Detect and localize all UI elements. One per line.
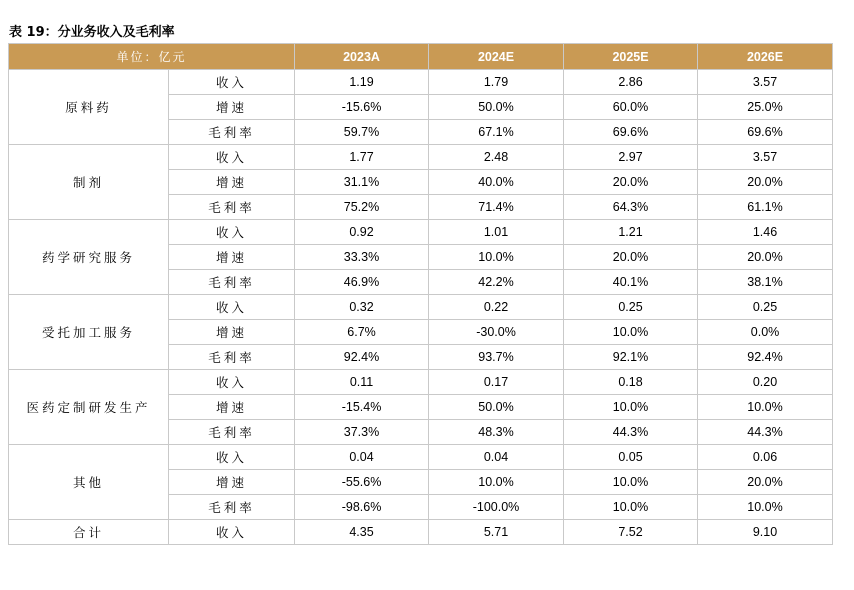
table-row: [9, 370, 833, 395]
metric-label: 增速: [169, 170, 295, 195]
value-cell: 33.3%: [295, 245, 429, 270]
value-cell: 37.3%: [295, 420, 429, 445]
value-cell: 38.1%: [698, 270, 833, 295]
value-cell: 10.0%: [429, 470, 564, 495]
value-cell: 20.0%: [698, 245, 833, 270]
value-cell: 20.0%: [698, 170, 833, 195]
value-cell: 60.0%: [564, 95, 698, 120]
year-header: 2024E: [429, 44, 564, 70]
value-cell: 0.11: [295, 370, 429, 395]
unit-header: 单位：亿元: [9, 44, 295, 70]
value-cell: 0.04: [429, 445, 564, 470]
segment-name: 医药定制研发生产: [9, 370, 169, 445]
metric-label: 增速: [169, 470, 295, 495]
value-cell: -55.6%: [295, 470, 429, 495]
table-row: [9, 295, 833, 320]
value-cell: 1.46: [698, 220, 833, 245]
value-cell: 50.0%: [429, 95, 564, 120]
table-header-row: [9, 44, 833, 70]
value-cell: 92.4%: [295, 345, 429, 370]
table-title: 表 19：分业务收入及毛利率: [9, 25, 175, 40]
value-cell: 46.9%: [295, 270, 429, 295]
value-cell: 40.1%: [564, 270, 698, 295]
metric-label: 毛利率: [169, 195, 295, 220]
value-cell: 10.0%: [564, 470, 698, 495]
metric-label: 增速: [169, 320, 295, 345]
value-cell: 2.48: [429, 145, 564, 170]
value-cell: 1.79: [429, 70, 564, 95]
value-cell: 0.17: [429, 370, 564, 395]
metric-label: 收入: [169, 295, 295, 320]
value-cell: 10.0%: [429, 245, 564, 270]
value-cell: 92.1%: [564, 345, 698, 370]
metric-label: 毛利率: [169, 495, 295, 520]
segment-name: 其他: [9, 445, 169, 520]
value-cell: 10.0%: [564, 320, 698, 345]
value-cell: 10.0%: [698, 395, 833, 420]
value-cell: 25.0%: [698, 95, 833, 120]
value-cell: 93.7%: [429, 345, 564, 370]
metric-label: 增速: [169, 95, 295, 120]
value-cell: 75.2%: [295, 195, 429, 220]
metric-label: 毛利率: [169, 120, 295, 145]
table-row: [9, 445, 833, 470]
value-cell: 0.05: [564, 445, 698, 470]
value-cell: 69.6%: [698, 120, 833, 145]
metric-label: 增速: [169, 395, 295, 420]
value-cell: 3.57: [698, 145, 833, 170]
value-cell: 0.04: [295, 445, 429, 470]
value-cell: 67.1%: [429, 120, 564, 145]
segment-name: 合计: [9, 520, 169, 545]
metric-label: 增速: [169, 245, 295, 270]
year-header: 2023A: [295, 44, 429, 70]
segment-name: 原料药: [9, 70, 169, 145]
value-cell: 0.32: [295, 295, 429, 320]
cut-off-previous-text: [0, 0, 854, 4]
value-cell: 9.10: [698, 520, 833, 545]
value-cell: 0.25: [564, 295, 698, 320]
value-cell: 92.4%: [698, 345, 833, 370]
value-cell: 0.92: [295, 220, 429, 245]
metric-label: 收入: [169, 220, 295, 245]
value-cell: 44.3%: [698, 420, 833, 445]
metric-label: 收入: [169, 70, 295, 95]
value-cell: 69.6%: [564, 120, 698, 145]
metric-label: 毛利率: [169, 270, 295, 295]
value-cell: 20.0%: [564, 245, 698, 270]
segment-name: 制剂: [9, 145, 169, 220]
value-cell: 10.0%: [698, 495, 833, 520]
value-cell: 10.0%: [564, 395, 698, 420]
value-cell: 20.0%: [698, 470, 833, 495]
segment-name: 受托加工服务: [9, 295, 169, 370]
table-row: [9, 220, 833, 245]
metric-label: 收入: [169, 370, 295, 395]
table-body: [9, 70, 833, 545]
value-cell: 0.18: [564, 370, 698, 395]
value-cell: 44.3%: [564, 420, 698, 445]
metric-label: 毛利率: [169, 345, 295, 370]
value-cell: 0.06: [698, 445, 833, 470]
value-cell: 7.52: [564, 520, 698, 545]
revenue-table: [8, 43, 833, 545]
value-cell: 2.97: [564, 145, 698, 170]
metric-label: 收入: [169, 520, 295, 545]
value-cell: 10.0%: [564, 495, 698, 520]
value-cell: -98.6%: [295, 495, 429, 520]
table-row: [9, 145, 833, 170]
metric-label: 毛利率: [169, 420, 295, 445]
value-cell: 3.57: [698, 70, 833, 95]
value-cell: 0.0%: [698, 320, 833, 345]
value-cell: -100.0%: [429, 495, 564, 520]
value-cell: 0.22: [429, 295, 564, 320]
value-cell: 1.01: [429, 220, 564, 245]
value-cell: -15.6%: [295, 95, 429, 120]
segment-name: 药学研究服务: [9, 220, 169, 295]
value-cell: 5.71: [429, 520, 564, 545]
value-cell: -15.4%: [295, 395, 429, 420]
value-cell: 0.20: [698, 370, 833, 395]
value-cell: 20.0%: [564, 170, 698, 195]
value-cell: 71.4%: [429, 195, 564, 220]
value-cell: -30.0%: [429, 320, 564, 345]
value-cell: 50.0%: [429, 395, 564, 420]
value-cell: 42.2%: [429, 270, 564, 295]
value-cell: 64.3%: [564, 195, 698, 220]
year-header: 2026E: [698, 44, 833, 70]
table-row: [9, 70, 833, 95]
value-cell: 1.77: [295, 145, 429, 170]
metric-label: 收入: [169, 145, 295, 170]
value-cell: 1.21: [564, 220, 698, 245]
value-cell: 2.86: [564, 70, 698, 95]
value-cell: 61.1%: [698, 195, 833, 220]
value-cell: 48.3%: [429, 420, 564, 445]
year-header: 2025E: [564, 44, 698, 70]
value-cell: 4.35: [295, 520, 429, 545]
value-cell: 1.19: [295, 70, 429, 95]
value-cell: 31.1%: [295, 170, 429, 195]
value-cell: 40.0%: [429, 170, 564, 195]
table-row: [9, 520, 833, 545]
value-cell: 0.25: [698, 295, 833, 320]
value-cell: 59.7%: [295, 120, 429, 145]
value-cell: 6.7%: [295, 320, 429, 345]
metric-label: 收入: [169, 445, 295, 470]
